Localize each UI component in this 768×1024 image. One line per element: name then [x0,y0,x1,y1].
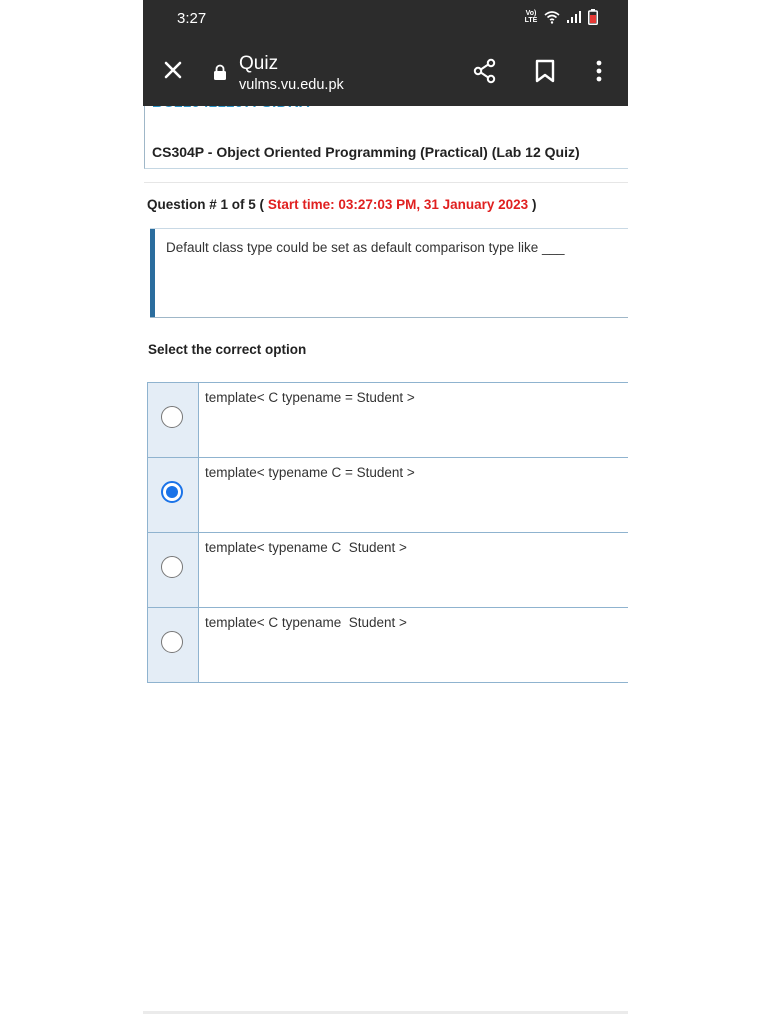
options-table [147,382,628,683]
option-row[interactable] [147,458,628,533]
bottom-divider [143,1011,628,1014]
more-menu-icon[interactable] [586,58,612,84]
question-box [150,228,628,318]
question-text: Default class type could be set as default comparison type like ___ [166,240,565,255]
divider [144,182,628,183]
option-radio-selected[interactable] [161,481,183,503]
bookmark-icon[interactable] [532,58,558,84]
question-accent-bar [150,229,155,317]
wifi-icon [544,10,560,24]
radio-cell [147,458,199,532]
question-header [147,197,536,212]
volte-icon: Vo) LTE [524,10,538,24]
option-text[interactable]: template< C typename = Student > [205,390,415,405]
radio-cell [147,608,199,682]
start-time: Start time: 03:27:03 PM, 31 January 2023 [267,197,529,212]
status-icons [524,9,598,25]
question-number: Question # 1 of 5 [147,197,256,212]
option-row[interactable] [147,383,628,458]
phone-screen [143,0,628,1024]
open-paren: ( [259,197,265,212]
option-row[interactable] [147,608,628,683]
browser-chrome [143,0,628,106]
option-radio[interactable] [161,406,183,428]
battery-icon [588,9,598,25]
share-icon[interactable] [472,58,498,84]
page-url[interactable]: vulms.vu.edu.pk [239,77,344,93]
page-title: Quiz [239,53,279,74]
course-title: CS304P - Object Oriented Programming (Practical) (Lab 12 Quiz) [152,144,580,160]
radio-cell [147,383,199,457]
option-text[interactable]: template< C typename Student > [205,615,407,630]
status-time: 3:27 [177,10,207,27]
option-text[interactable]: template< typename C Student > [205,540,407,555]
close-icon[interactable] [161,58,185,82]
option-text[interactable]: template< typename C = Student > [205,465,415,480]
option-radio[interactable] [161,556,183,578]
select-option-label: Select the correct option [148,342,307,357]
option-radio[interactable] [161,631,183,653]
course-header [144,106,628,169]
radio-cell [147,533,199,607]
lock-icon [213,64,227,80]
option-row[interactable] [147,533,628,608]
signal-icon [566,10,582,24]
close-paren: ) [531,197,537,212]
